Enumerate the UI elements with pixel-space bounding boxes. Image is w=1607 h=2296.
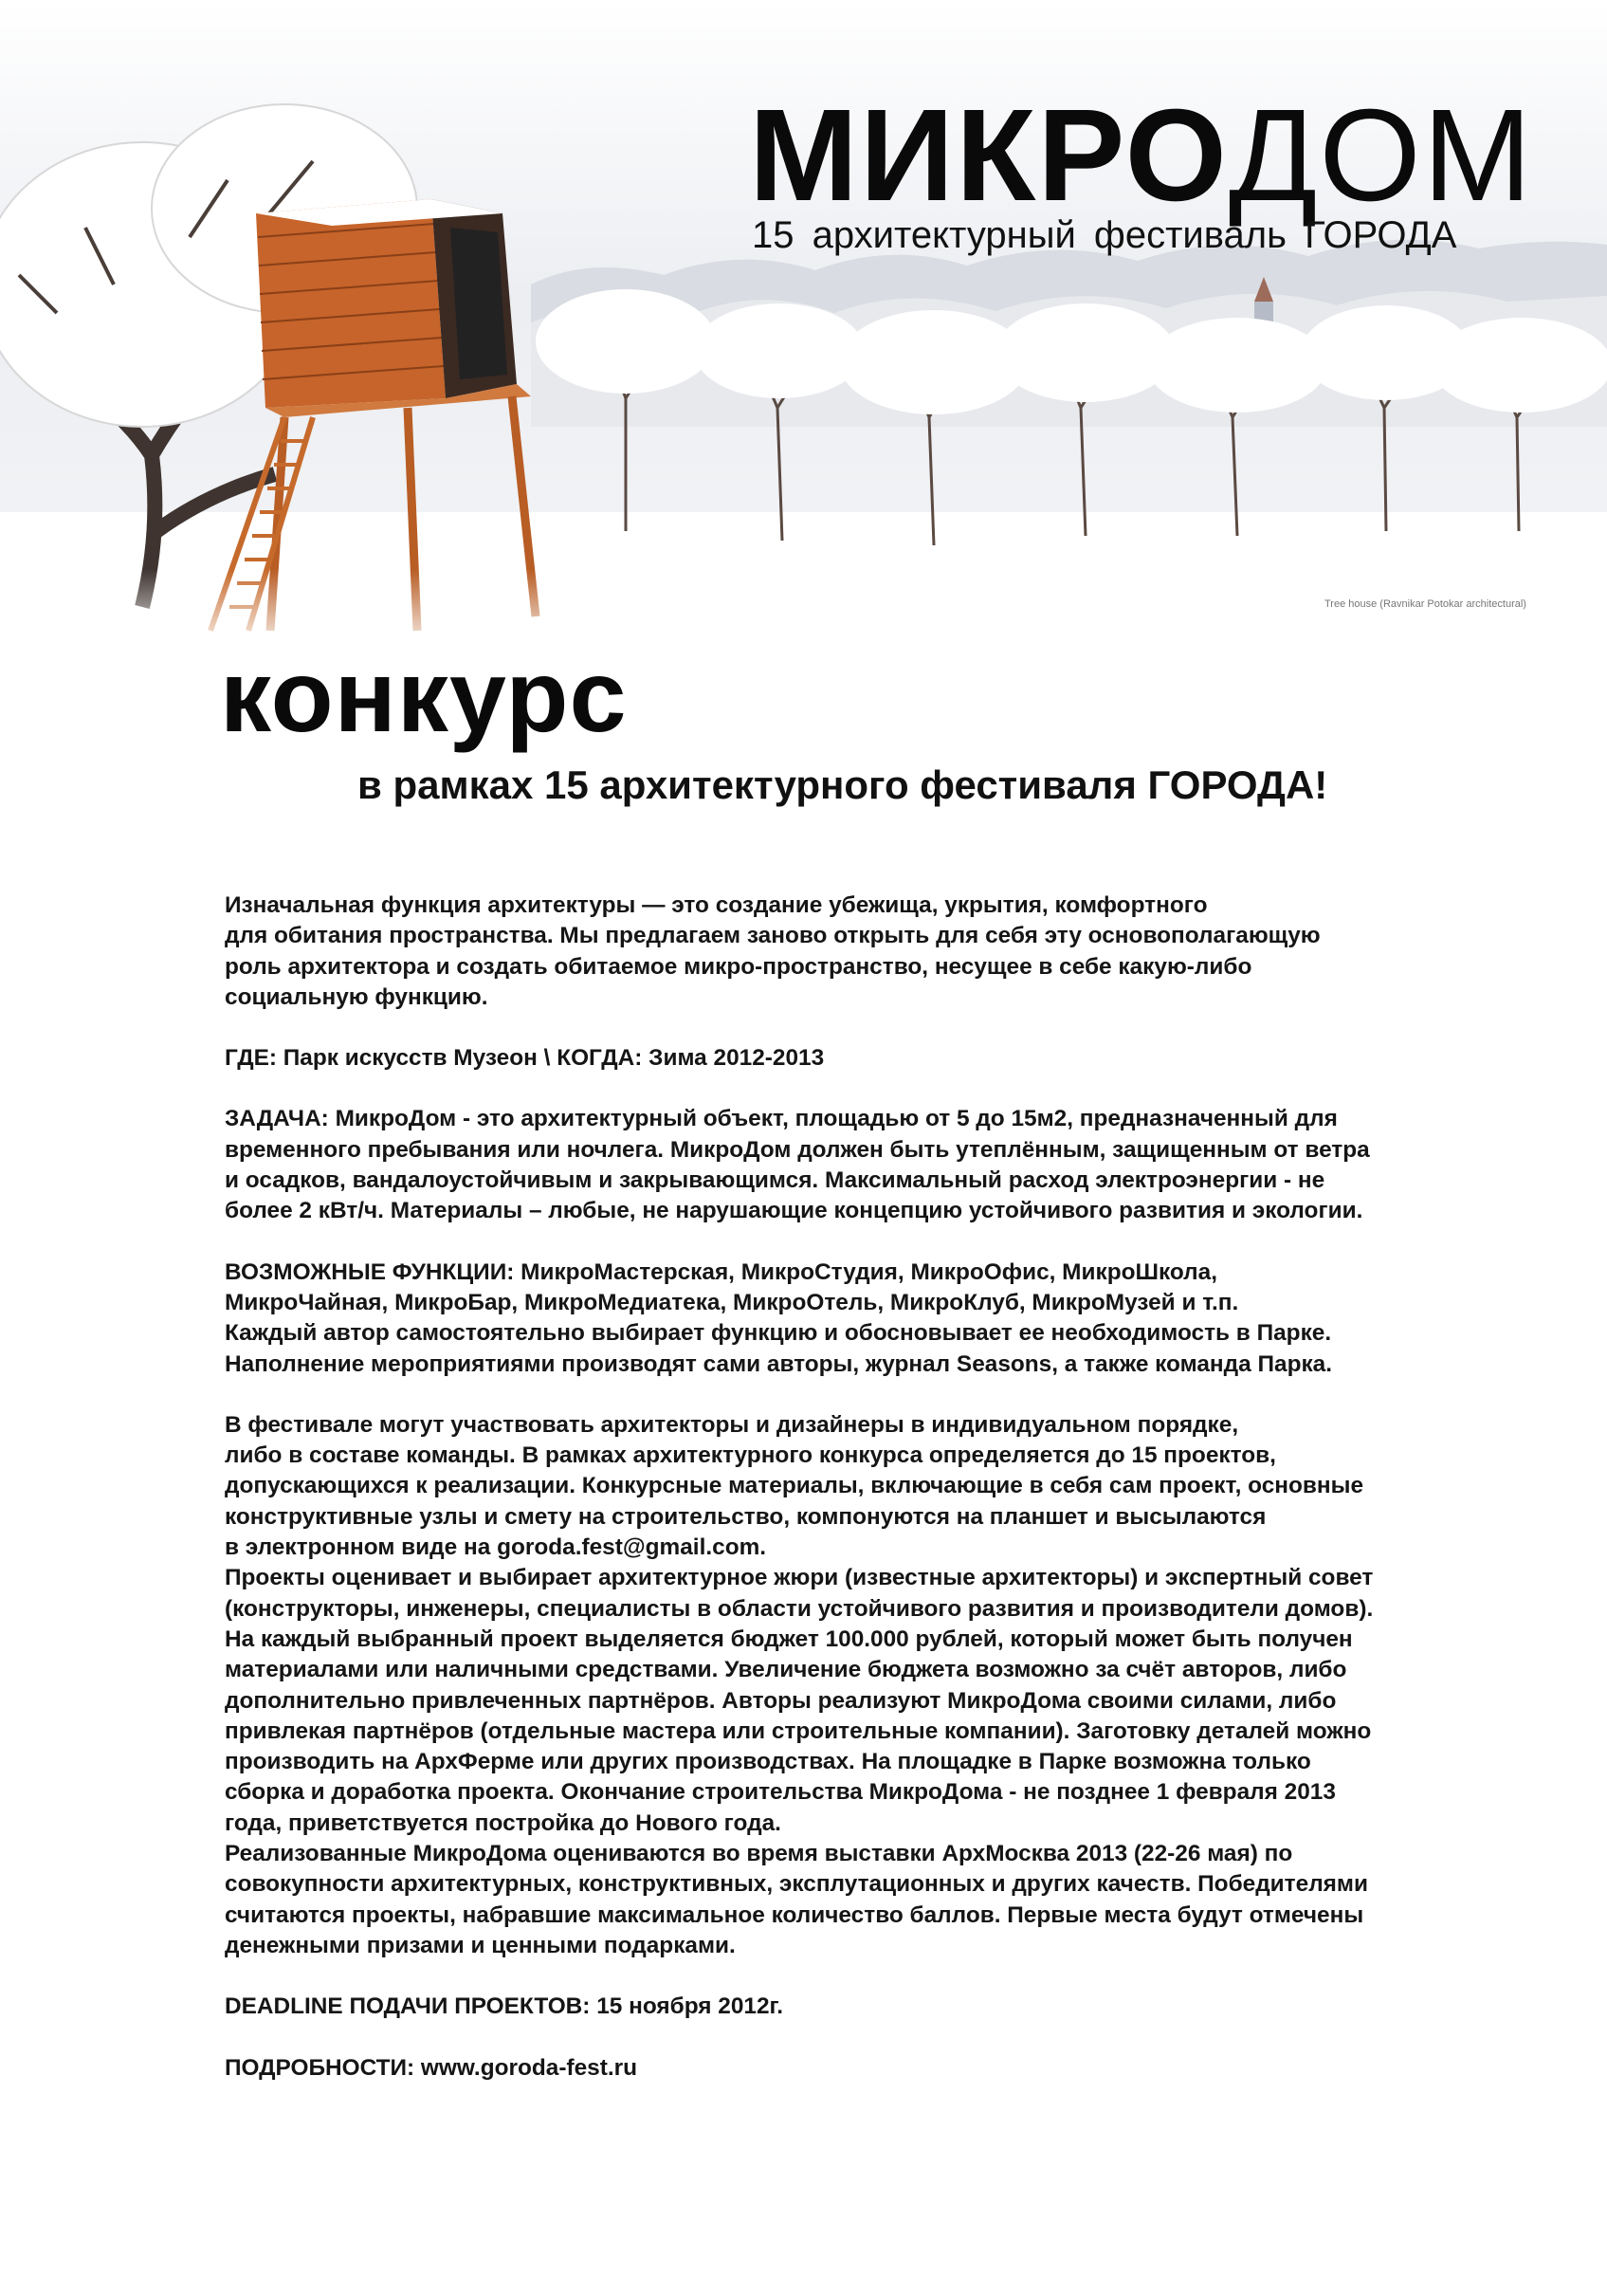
contest-subheading: в рамках 15 архитектурного фестиваля ГОРОДА! xyxy=(357,762,1328,807)
text-line: более 2 кВт/ч. Материалы – любые, не нарушающие концепцию устойчивого развития и экологии. xyxy=(225,1198,1363,1224)
text-line: допускающихся к реализации. Конкурсные материалы, включающие в себя сам проект, основные xyxy=(225,1473,1364,1499)
text-line: привлекая партнёров (отдельные мастера или строительные компании). Заготовку деталей можно xyxy=(225,1717,1372,1744)
text-line: Проекты оценивает и выбирает архитектурное жюри (известные архитекторы) и экспертный совет xyxy=(225,1565,1374,1591)
spacer xyxy=(225,1961,1533,1992)
text-line: На каждый выбранный проект выделяется бюджет 100.000 рублей, который может быть получен xyxy=(225,1626,1353,1652)
text-line: денежными призами и ценными подарками. xyxy=(225,1932,736,1958)
text-line: совокупности архитектурных, конструктивных, эксплутационных и других качеств. Победителями xyxy=(225,1871,1368,1898)
text-line: ЗАДАЧА: МикроДом - это архитектурный объект, площадью от 5 до 15м2, предназначенный для xyxy=(225,1106,1338,1132)
text-line: в электронном виде на goroda.fest@gmail.com. xyxy=(225,1534,767,1561)
text-line: социальную функцию. xyxy=(225,983,488,1010)
text-line: конструктивные узлы и смету на строительство, компонуются на планшет и высылаются xyxy=(225,1503,1267,1530)
text-line: Изначальная функция архитектуры — это создание убежища, укрытия, комфортного xyxy=(225,892,1208,918)
title-light-part: ДОМ xyxy=(1228,83,1534,229)
contest-description xyxy=(225,891,1533,2084)
photo-caption: Tree house (Ravnikar Potokar architectural) xyxy=(1324,598,1526,610)
text-line: Каждый автор самостоятельно выбирает функцию и обосновывает ее необходимость в Парке. xyxy=(225,1320,1332,1347)
text-line: производить на АрхФерме или других производствах. На площадке в Парке возможна только xyxy=(225,1749,1311,1775)
rules-paragraph xyxy=(225,1410,1533,1961)
text-line: материалами или наличными средствами. Увеличение бюджета возможно за счёт авторов, либо xyxy=(225,1657,1347,1683)
text-line: ВОЗМОЖНЫЕ ФУНКЦИИ: МикроМастерская, МикроСтудия, МикроОфис, МикроШкола, xyxy=(225,1258,1218,1285)
spacer xyxy=(225,2023,1533,2053)
festival-title xyxy=(749,83,1534,229)
spacer xyxy=(225,1013,1533,1043)
spacer xyxy=(225,1227,1533,1258)
task-paragraph xyxy=(225,1104,1533,1226)
spacer xyxy=(225,1074,1533,1104)
details-line: ПОДРОБНОСТИ: www.goroda-fest.ru xyxy=(225,2054,638,2081)
text-line: временного пребывания или ночлега. МикроДом должен быть утеплённым, защищенным от ветра xyxy=(225,1136,1370,1163)
text-line: МикроЧайная, МикроБар, МикроМедиатека, МикроОтель, МикроКлуб, МикроМузей и т.п. xyxy=(225,1289,1239,1315)
text-line: и осадков, вандалоустойчивым и закрывающимся. Максимальный расход электроэнергии - не xyxy=(225,1167,1325,1194)
text-line: роль архитектора и создать обитаемое микро-пространство, несущее в себе какую-либо xyxy=(225,953,1252,980)
text-line: сборка и доработка проекта. Окончание строительства МикроДома - не позднее 1 февраля 2013 xyxy=(225,1779,1336,1806)
intro-paragraph xyxy=(225,891,1533,1013)
title-bold-part: МИКРО xyxy=(749,83,1229,229)
where-when-line: ГДЕ: Парк искусств Музеон \ КОГДА: Зима 2012-2013 xyxy=(225,1045,825,1072)
text-line: для обитания пространства. Мы предлагаем заново открыть для себя эту основополагающую xyxy=(225,923,1321,949)
contest-heading: конкурс xyxy=(220,638,628,753)
text-line: считаются проекты, набравшие максимальное количество баллов. Первые места будут отмечены xyxy=(225,1901,1364,1928)
text-line: (конструкторы, инженеры, специалисты в области устойчивого развития и производители домов). xyxy=(225,1595,1374,1622)
text-line: либо в составе команды. В рамках архитектурного конкурса определяется до 15 проектов, xyxy=(225,1442,1276,1469)
text-line: дополнительно привлеченных партнёров. Авторы реализуют МикроДома своими силами, либо xyxy=(225,1687,1337,1714)
deadline-line: DEADLINE ПОДАЧИ ПРОЕКТОВ: 15 ноября 2012г. xyxy=(225,1993,784,2020)
festival-subtitle: 15 архитектурный фестиваль ГОРОДА xyxy=(752,214,1457,256)
text-line: В фестивале могут участвовать архитекторы и дизайнеры в индивидуальном порядке, xyxy=(225,1411,1239,1438)
functions-paragraph xyxy=(225,1258,1533,1380)
spacer xyxy=(225,1380,1533,1410)
text-line: Реализованные МикроДома оцениваются во время выставки АрхМосква 2013 (22-26 мая) по xyxy=(225,1841,1293,1867)
text-line: Наполнение мероприятиями производят сами авторы, журнал Seasons, а также команда Парка. xyxy=(225,1350,1333,1377)
text-line: года, приветствуется постройка до Нового года. xyxy=(225,1809,781,1836)
